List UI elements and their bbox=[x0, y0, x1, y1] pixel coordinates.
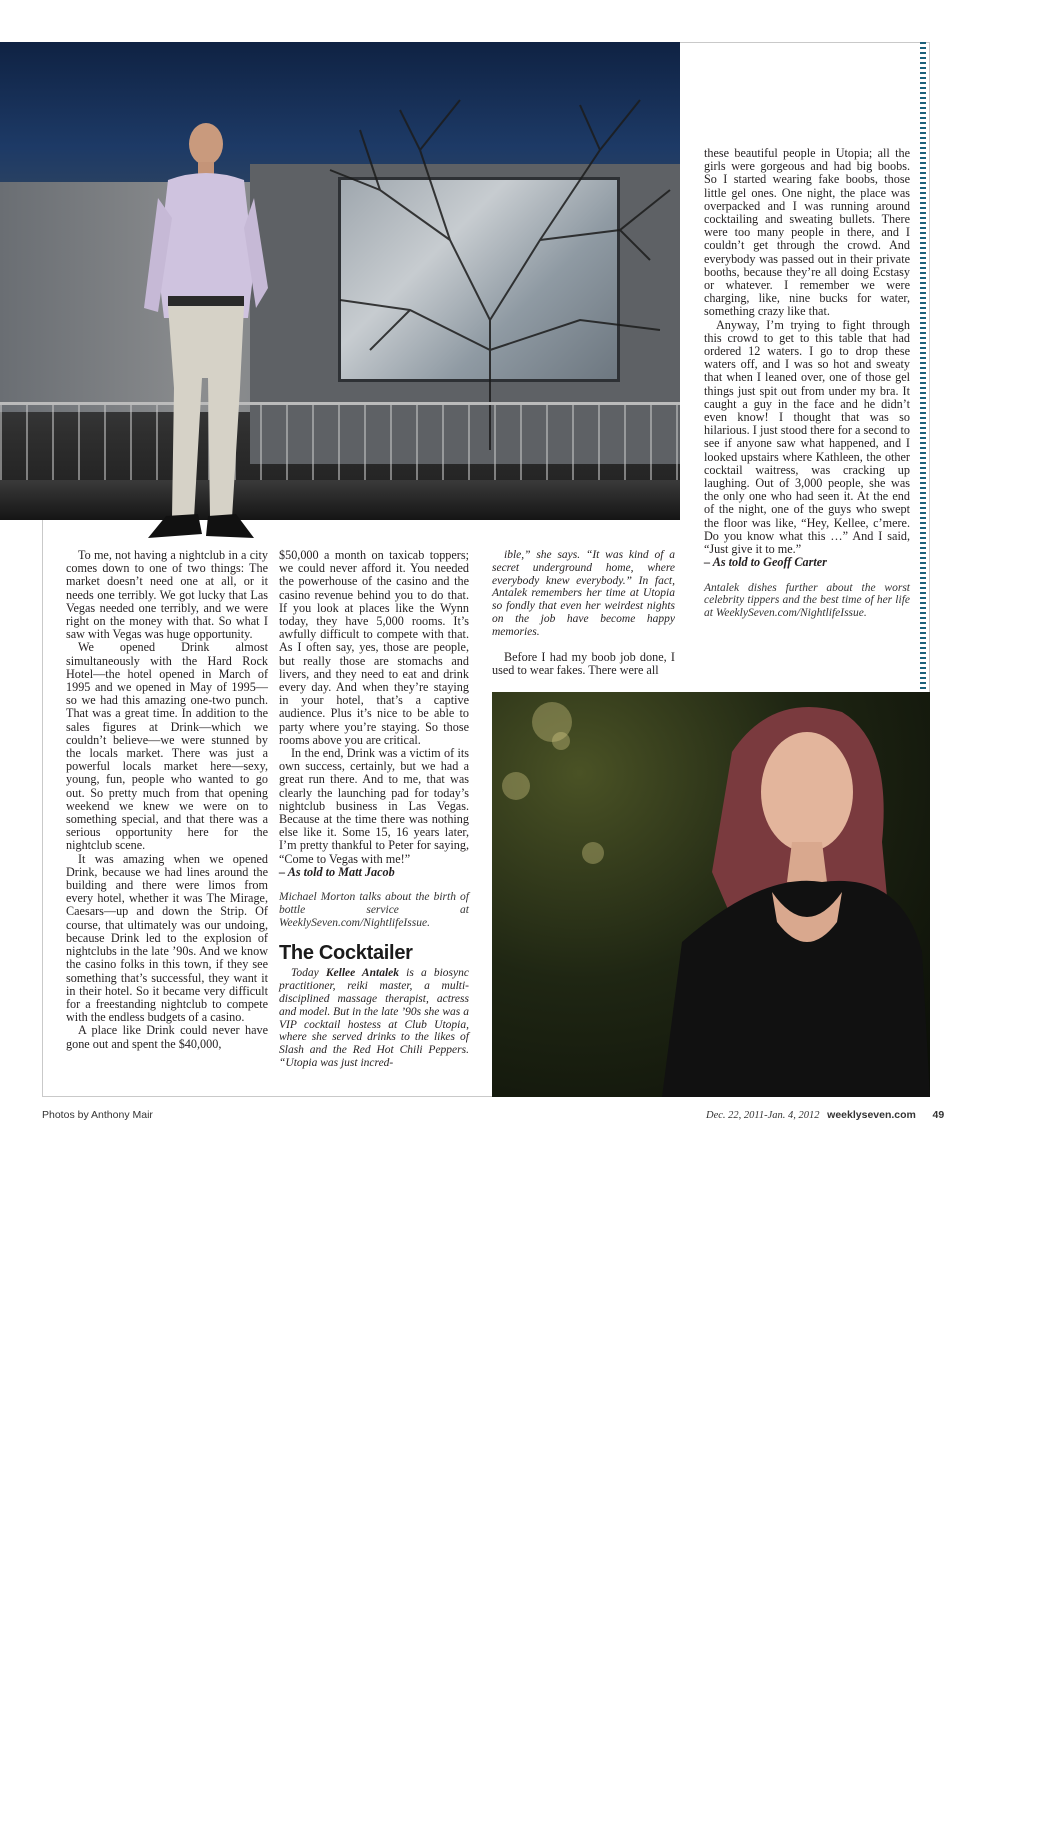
web-note: Antalek dishes further about the worst celebrity tippers and the best time of her life at WeeklySeven.com/NightlifeIssue. bbox=[704, 581, 910, 620]
paragraph: To me, not having a nightclub in a city comes down to one of two things: The market doesn’t need one at all, or it needs one terribly. We got lucky that Las Vegas needed one terribly, and we were right on the money with that. So what I saw with Vegas was huge opportunity. bbox=[66, 548, 268, 642]
photo-caption: Michael Morton’s Drink later became Ice MetaClub. bbox=[402, 538, 663, 550]
paragraph: It was amazing when we opened Drink, because we had lines around the building and there were limos from every hotel, whether it was The Mirage, Caesars—up and down the Strip. Of course, that ultimately was our undoing, because Drink led to the explosion of nightclubs in the late ’90s. And we know the casino folks in this town, if they see something that’s successful, they want it in their hotel. So it became very difficult for a freestanding nightclub to compete with the endless budgets of a casino. bbox=[66, 851, 268, 1025]
intro-continued: ible,” she says. “It was kind of a secret underground home, where everybody knew everybody.” In fact, Antalek remembers her time at Utopia so fondly that even her weirdest nights on the job have become happy memories. bbox=[492, 549, 675, 638]
photo-caption: Kellee Antalek remembers the good ol’ days … and nights. bbox=[1000, 1761, 1058, 1833]
paragraph: We opened Drink almost simultaneously with the Hard Rock Hotel—the hotel opened in March of 1995 and we opened in May of 1995—so we had this amazing one-two punch. That was a great time. In addition to the sales figures at Drink—which we couldn’t believe—we were stunned by the locals market. There was just a powerful locals market here—sexy, young, fun, people who wanted to go out. So pretty much from that opening weekend we knew we were on to something special, and that there was a serious opportunity here for the nightclub scene. bbox=[66, 640, 268, 853]
article-column-2 bbox=[279, 549, 469, 1070]
tree-branches-graphic bbox=[300, 90, 680, 450]
woman-portrait-figure bbox=[622, 692, 930, 1097]
intro-paragraph: Today Kellee Antalek is a biosync practitioner, reiki master, a multi-disciplined massage therapist, actress and model. But in the late ’90s she was a VIP cocktail hostess at Club Utopia, where she served drinks to the likes of Slash and the Red Hot Chili Peppers. “Utopia was just incred- bbox=[279, 967, 469, 1070]
issue-date: Dec. 22, 2011-Jan. 4, 2012 bbox=[706, 1110, 820, 1121]
paragraph: Before I had my boob job done, I used to wear fakes. There were all bbox=[492, 649, 675, 677]
signoff: – As told to Geoff Carter bbox=[704, 555, 827, 570]
signoff: – As told to Matt Jacob bbox=[279, 864, 395, 879]
article-column-4 bbox=[704, 147, 910, 620]
paragraph: Anyway, I’m trying to fight through this crowd to get to this table that had ordered 12 waters. I go to drop these waters off, and I was so hot and sweaty that when I leaned over, one of those gel things just spit out from under my bra. It caught a guy in the face and he didn’t even know! I thought that was so hilarious. I just stood there for a second to see if anyone saw what happened, and I looked upstairs where Kathleen, the other cocktail waitress, was cracking up laughing. Out of 3,000 people, she was the only one who had seen it. At the end of the night, one of the guys who swept the floor was like, “Hey, Kellee, c’mere. Do you know what this …” And I said, “Just give it to me.” bbox=[704, 317, 910, 557]
article-column-1 bbox=[66, 549, 268, 1051]
article-column-3 bbox=[492, 549, 675, 677]
photo-credit: Photos by Anthony Mair bbox=[42, 1109, 153, 1121]
website: weeklyseven.com bbox=[827, 1109, 916, 1121]
man-standing-figure bbox=[136, 118, 276, 550]
page-number: 49 bbox=[932, 1109, 945, 1121]
page-footer bbox=[706, 1109, 944, 1121]
decorative-dotted-rule bbox=[920, 42, 926, 692]
paragraph: In the end, Drink was a victim of its own success, certainly, but we had a great run there. And to me, that was clearly the launching pad for today’s nightclub business in Las Vegas. Because at the time there was nothing else like it. Some 15, 16 years later, I’m pretty thankful to Peter for saying, “Come to Vegas with me!” bbox=[279, 746, 469, 866]
web-note: Michael Morton talks about the birth of bottle service at WeeklySeven.com/NightlifeIssue. bbox=[279, 891, 469, 929]
paragraph: A place like Drink could never have gone out and spent the $40,000, bbox=[66, 1023, 268, 1051]
paragraph: $50,000 a month on taxicab toppers; we could never afford it. You needed the powerhouse of the casino and the casino revenue behind you to do that. If you look at places like the Wynn today, they have 5,000 rooms. It’s awfully difficult to compete with that. As I often say, yes, those are people, but really those are stomachs and livers, and they need to eat and drink every day. And when they’re staying in your hotel, that’s a captive audience. Plus it’s nice to be able to party where you’re staying. So those rooms above you are critical. bbox=[279, 548, 469, 747]
photo-michael-morton bbox=[0, 42, 680, 550]
person-name: Kellee Antalek bbox=[325, 967, 399, 980]
section-heading: The Cocktailer bbox=[279, 942, 413, 965]
paragraph: these beautiful people in Utopia; all the girls were gorgeous and had big boobs. So I started wearing fake boobs, those little gel ones. One night, the place was overpacked and I was running around cocktailing and sweating bullets. There were too many people in there, and I couldn’t get through the crowd. And everybody was passed out in their private booths, because they’re all doing Ecstasy or whatever. I remember we were charging, like, nine bucks for water, something crazy like that. bbox=[704, 146, 910, 319]
